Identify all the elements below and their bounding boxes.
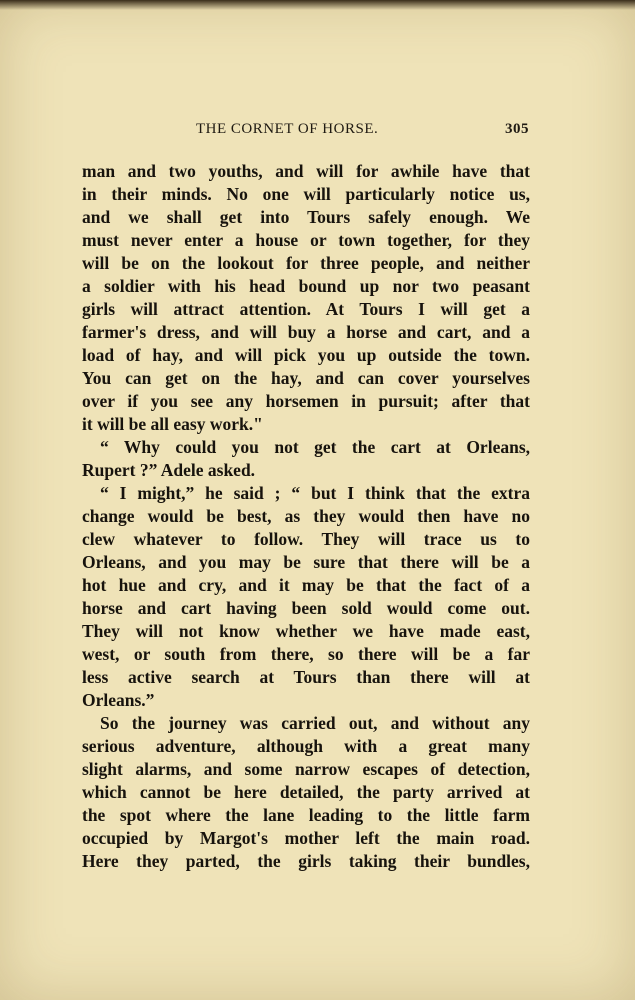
chapter-title: THE CORNET OF HORSE. [196,121,379,137]
text-line: slight alarms, and some narrow escapes of detection, [82,759,530,779]
text-line: which cannot be here detailed, the party arrived at [82,782,530,802]
text-line: occupied by Margot's mother left the main road. [82,828,530,848]
text-line: horse and cart having been sold would come out. [82,598,530,618]
text-line: must never enter a house or town together, for they [82,230,530,250]
text-line: man and two youths, and will for awhile have that [82,161,530,181]
text-line: serious adventure, although with a great many [82,736,530,756]
body-text [82,160,530,873]
text-line: and we shall get into Tours safely enough. We [82,207,530,227]
text-line: a soldier with his head bound up nor two peasant [82,276,530,296]
text-line: the spot where the lane leading to the little farm [82,805,530,825]
text-line: They will not know whether we have made east, [82,621,530,641]
text-line: in their minds. No one will particularly notice us, [82,184,530,204]
text-line: Orleans, and you may be sure that there will be a [82,552,530,572]
text-line: change would be best, as they would then have no [82,506,530,526]
text-line: clew whatever to follow. They will trace us to [82,529,530,549]
text-line: “ I might,” he said ; “ but I think that the extra [100,483,530,503]
text-line: it will be all easy work." [82,414,263,434]
text-line: Rupert ?” Adele asked. [82,460,256,480]
text-line: girls will attract attention. At Tours I will get a [82,299,530,319]
text-line: “ Why could you not get the cart at Orleans, [100,437,530,457]
running-head [196,121,529,141]
text-line: load of hay, and will pick you up outside the town. [82,345,530,365]
text-line: west, or south from there, so there will be a far [82,644,530,664]
text-line: over if you see any horsemen in pursuit; after that [82,391,530,411]
text-line: So the journey was carried out, and without any [100,713,530,733]
text-line: will be on the lookout for three people, and neither [82,253,530,273]
text-line: farmer's dress, and will buy a horse and cart, and a [82,322,530,342]
page-number: 305 [505,121,529,137]
text-line: less active search at Tours than there will at [82,667,530,687]
text-line: Here they parted, the girls taking their bundles, [82,851,530,871]
text-line: hot hue and cry, and it may be that the fact of a [82,575,530,595]
text-line: Orleans.” [82,690,155,710]
text-line: You can get on the hay, and can cover yourselves [82,368,530,388]
